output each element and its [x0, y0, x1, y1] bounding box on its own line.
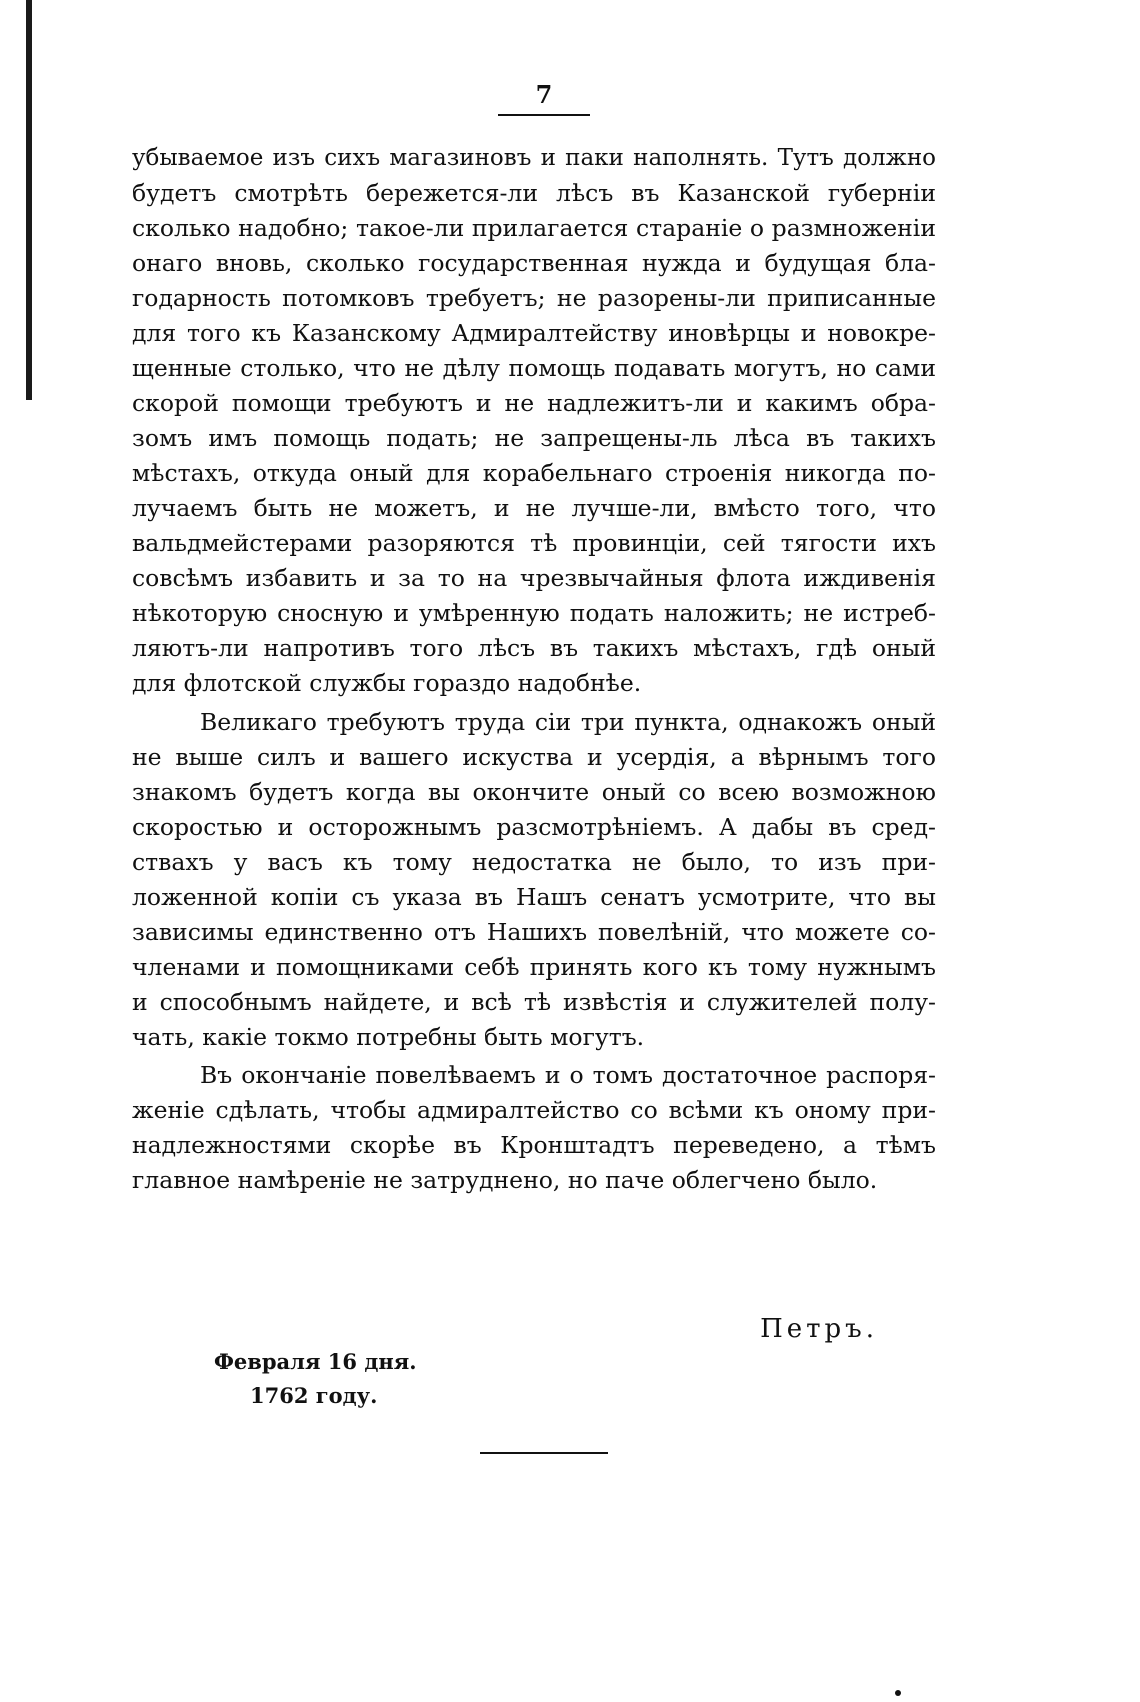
page-number: 7 — [498, 80, 590, 116]
text-line: знакомъ будетъ когда вы окончите оный со всею возможною — [132, 778, 936, 806]
text-line: лучаемъ быть не можетъ, и не лучше-ли, вмѣсто того, что — [132, 494, 936, 522]
text-line: ляютъ-ли напротивъ того лѣсъ въ такихъ мѣстахъ, гдѣ оный — [132, 634, 936, 662]
end-rule — [480, 1452, 608, 1454]
text-line: скорой помощи требуютъ и не надлежитъ-ли и какимъ обра- — [132, 389, 936, 417]
text-line: для флотской службы гораздо надобнѣе. — [132, 669, 642, 697]
date-year-line: 1762 году. — [250, 1383, 378, 1408]
text-line: ложенной копіи съ указа въ Нашъ сенатъ усмотрите, что вы — [132, 883, 936, 911]
text-line: не выше силъ и вашего искуства и усердія, а вѣрнымъ того — [132, 743, 936, 771]
text-line: совсѣмъ избавить и за то на чрезвычайныя флота иждивенія — [132, 564, 936, 592]
text-line: Великаго требуютъ труда сіи три пункта, однакожъ оный — [200, 708, 936, 736]
text-line: онаго вновь, сколько государственная нужда и будущая бла- — [132, 249, 936, 277]
text-line: ствахъ у васъ къ тому недостатка не было, то изъ при- — [132, 848, 936, 876]
text-line: членами и помощниками себѣ принять кого къ тому нужнымъ — [132, 953, 936, 981]
text-line: скоростью и осторожнымъ разсмотрѣніемъ. А дабы въ сред- — [132, 813, 936, 841]
text-line: нѣкоторую сносную и умѣренную подать наложить; не истреб- — [132, 599, 936, 627]
text-line: женіе сдѣлать, чтобы адмиралтейство со всѣми къ оному при- — [132, 1096, 936, 1124]
text-line: для того къ Казанскому Адмиралтейству иновѣрцы и новокре- — [132, 319, 936, 347]
text-line: надлежностями скорѣе въ Кронштадтъ переведено, а тѣмъ — [132, 1131, 936, 1159]
date-day-line: Февраля 16 дня. — [214, 1349, 417, 1374]
text-line: годарность потомковъ требуетъ; не разорены-ли приписанные — [132, 284, 936, 312]
signature: Петръ. — [760, 1314, 878, 1344]
text-line: зомъ имъ помощь подать; не запрещены-ль лѣса въ такихъ — [132, 424, 936, 452]
text-line: будетъ смотрѣть бережется-ли лѣсъ въ Казанской губерніи — [132, 179, 936, 207]
text-line: убываемое изъ сихъ магазиновъ и паки наполнять. Тутъ должно — [132, 145, 936, 171]
scan-speck — [895, 1690, 901, 1696]
text-line: Въ окончаніе повелѣваемъ и о томъ достаточное распоря- — [200, 1061, 936, 1089]
text-line: и способнымъ найдете, и всѣ тѣ извѣстія и служителей полу- — [132, 988, 936, 1016]
text-line: щенные столько, что не дѣлу помощь подавать могутъ, но сами — [132, 354, 936, 382]
text-line: зависимы единственно отъ Нашихъ повелѣній, что можете со- — [132, 918, 936, 946]
text-line: вальдмейстерами разоряются тѣ провинціи, сей тягости ихъ — [132, 529, 936, 557]
text-line: чать, какіе токмо потребны быть могутъ. — [132, 1023, 645, 1051]
text-line: главное намѣреніе не затруднено, но паче облегчено было. — [132, 1166, 878, 1194]
text-line: сколько надобно; такое-ли прилагается стараніе о размноженіи — [132, 214, 936, 242]
text-line: мѣстахъ, откуда оный для корабельнаго строенія никогда по- — [132, 459, 936, 487]
